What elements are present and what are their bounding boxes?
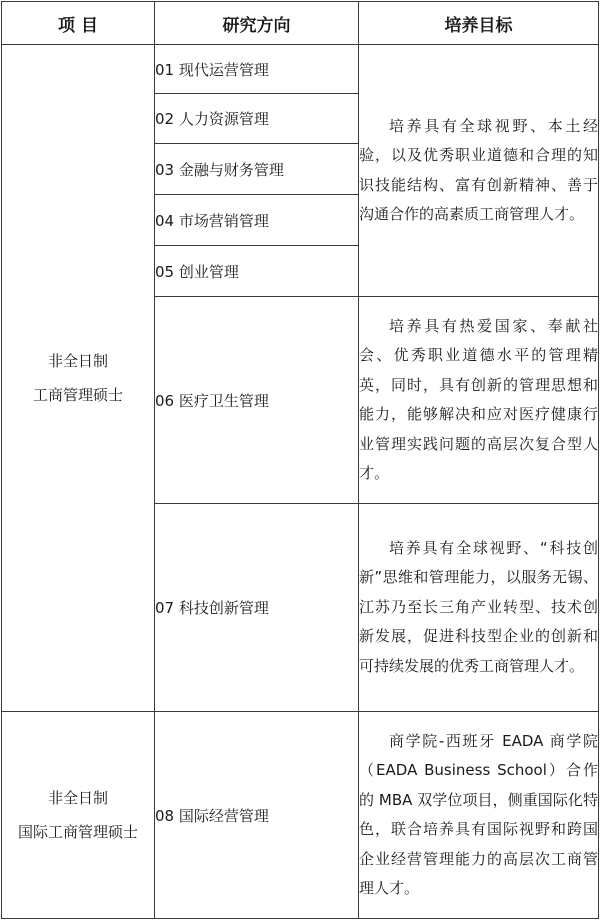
- program-name-line1: 非全日制: [47, 352, 108, 370]
- goal-cell: [359, 45, 599, 297]
- program-cell-mba: [2, 45, 155, 712]
- goal-text: 商学院-西班牙 EADA 商学院（EADA Business School）合作的 MBA 双学位项目，侧重国际化特色，联合培养具有国际视野和跨国企业经营管理能力的高层次工商管理人才。: [359, 731, 598, 897]
- direction-cell: 02 人力资源管理: [155, 94, 359, 144]
- direction-cell: 06 医疗卫生管理: [155, 297, 359, 504]
- header-goal: 培养目标: [359, 2, 599, 45]
- table-row: [2, 45, 599, 94]
- program-name-line1: 非全日制: [47, 789, 108, 807]
- direction-cell: 04 市场营销管理: [155, 195, 359, 246]
- goal-cell: [359, 297, 599, 504]
- program-table: [1, 1, 599, 919]
- program-name-line2: 工商管理硕士: [32, 386, 123, 404]
- header-project: 项 目: [2, 2, 155, 45]
- direction-cell: 07 科技创新管理: [155, 504, 359, 712]
- header-direction: 研究方向: [155, 2, 359, 45]
- program-name-line2: 国际工商管理硕士: [17, 823, 138, 841]
- header-row: [2, 2, 599, 45]
- goal-cell: [359, 504, 599, 712]
- goal-cell: [359, 712, 599, 919]
- goal-text: 培养具有全球视野、“科技创新”思维和管理能力，以服务无锡、江苏乃至长三角产业转型、技术创新发展，促进科技型企业的创新和可持续发展的优秀工商管理人才。: [359, 538, 598, 675]
- goal-text: 培养具有热爱国家、奉献社会、优秀职业道德水平的管理精英，同时，具有创新的管理思想和能力，能够解决和应对医疗健康行业管理实践问题的高层次复合型人才。: [359, 316, 598, 482]
- program-cell-imba: [2, 712, 155, 919]
- direction-cell: 01 现代运营管理: [155, 45, 359, 94]
- direction-cell: 03 金融与财务管理: [155, 144, 359, 195]
- direction-cell: 05 创业管理: [155, 246, 359, 297]
- goal-text: 培养具有全球视野、本土经验，以及优秀职业道德和合理的知识技能结构、富有创新精神、善于沟通合作的高素质工商管理人才。: [359, 116, 598, 223]
- direction-cell: 08 国际经营管理: [155, 712, 359, 919]
- table-row: [2, 712, 599, 919]
